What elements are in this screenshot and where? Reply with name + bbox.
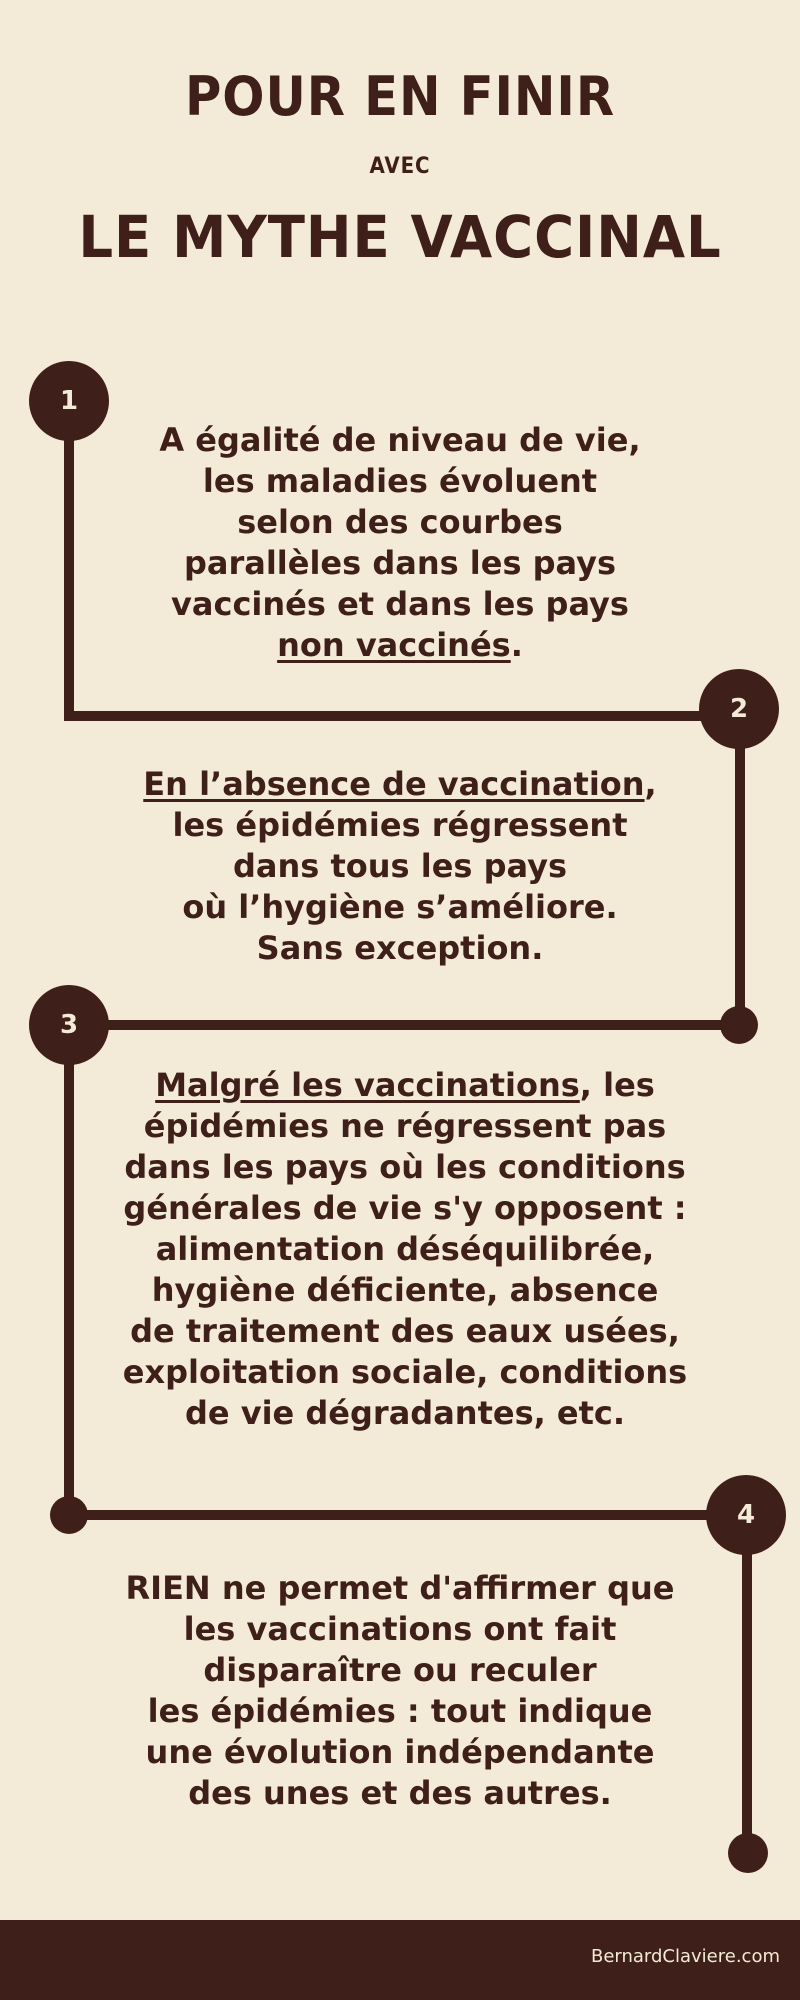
- text-line: [95, 1065, 715, 1106]
- connector-3-horizontal: [90, 1020, 740, 1030]
- text-line: épidémies ne régressent pas: [143, 1107, 667, 1145]
- text-line: où l’hygiène s’améliore.: [182, 888, 618, 926]
- step-2-badge: [699, 669, 779, 749]
- text-line: les maladies évoluent: [202, 462, 598, 500]
- text-line: alimentation déséquilibrée,: [155, 1230, 655, 1268]
- step-2-text: [100, 764, 700, 969]
- underlined-phrase: En l’absence de vaccination: [143, 765, 645, 803]
- timeline-dot: [50, 1496, 88, 1534]
- footer-site-link[interactable]: BernardClaviere.com: [590, 1946, 780, 1967]
- connector-2-vertical: [735, 740, 745, 1025]
- connector-3-vertical: [64, 1055, 74, 1515]
- text-line: hygiène déficiente, absence: [151, 1271, 659, 1309]
- text-line: de traitement des eaux usées,: [130, 1312, 680, 1350]
- step-1-badge: [29, 361, 109, 441]
- text-line: des unes et des autres.: [188, 1774, 612, 1812]
- text-line: disparaître ou reculer: [203, 1651, 597, 1689]
- step-4-text: [95, 1568, 705, 1814]
- text-line: Sans exception.: [256, 929, 544, 967]
- footer-bar: [0, 1920, 800, 2000]
- text-line: dans tous les pays: [233, 847, 567, 885]
- text-line: générales de vie s'y opposent :: [123, 1189, 687, 1227]
- connector-1-horizontal: [64, 711, 714, 721]
- timeline-dot: [720, 1006, 758, 1044]
- step-1-text: [100, 420, 700, 666]
- text-line: RIEN ne permet d'affirmer que: [125, 1569, 675, 1607]
- step-4-badge: [706, 1475, 786, 1555]
- title-line-1: POUR EN FINIR: [184, 65, 616, 128]
- step-4-number: 4: [736, 1500, 756, 1530]
- text-line: les épidémies régressent: [172, 806, 628, 844]
- title-line-2: AVEC: [369, 154, 431, 179]
- connector-1-vertical: [64, 430, 74, 721]
- text-line: [100, 625, 700, 666]
- text-line: une évolution indépendante: [145, 1733, 655, 1771]
- text-line: vaccinés et dans les pays: [171, 585, 629, 623]
- connector-4-vertical: [742, 1545, 752, 1852]
- text-line: selon des courbes: [237, 503, 563, 541]
- step-2-number: 2: [729, 694, 749, 724]
- timeline-end-dot: [728, 1833, 768, 1873]
- step-1-number: 1: [59, 386, 79, 416]
- connector-4-horizontal: [69, 1510, 719, 1520]
- text-line: A égalité de niveau de vie,: [159, 421, 641, 459]
- underlined-phrase: non vaccinés: [277, 626, 511, 664]
- text-line: les épidémies : tout indique: [147, 1692, 653, 1730]
- text-line: les vaccinations ont fait: [183, 1610, 617, 1648]
- text-tail: ,: [644, 765, 657, 803]
- title-line-3: LE MYTHE VACCINAL: [78, 203, 722, 271]
- text-line: [100, 764, 700, 805]
- step-3-badge: [29, 985, 109, 1065]
- text-tail: , les: [579, 1066, 655, 1104]
- text-line: parallèles dans les pays: [183, 544, 617, 582]
- text-tail: .: [510, 626, 523, 664]
- underlined-phrase: Malgré les vaccinations: [155, 1066, 580, 1104]
- text-line: dans les pays où les conditions: [124, 1148, 686, 1186]
- text-line: de vie dégradantes, etc.: [184, 1394, 626, 1432]
- text-line: exploitation sociale, conditions: [122, 1353, 688, 1391]
- step-3-text: [95, 1065, 715, 1434]
- step-3-number: 3: [59, 1010, 79, 1040]
